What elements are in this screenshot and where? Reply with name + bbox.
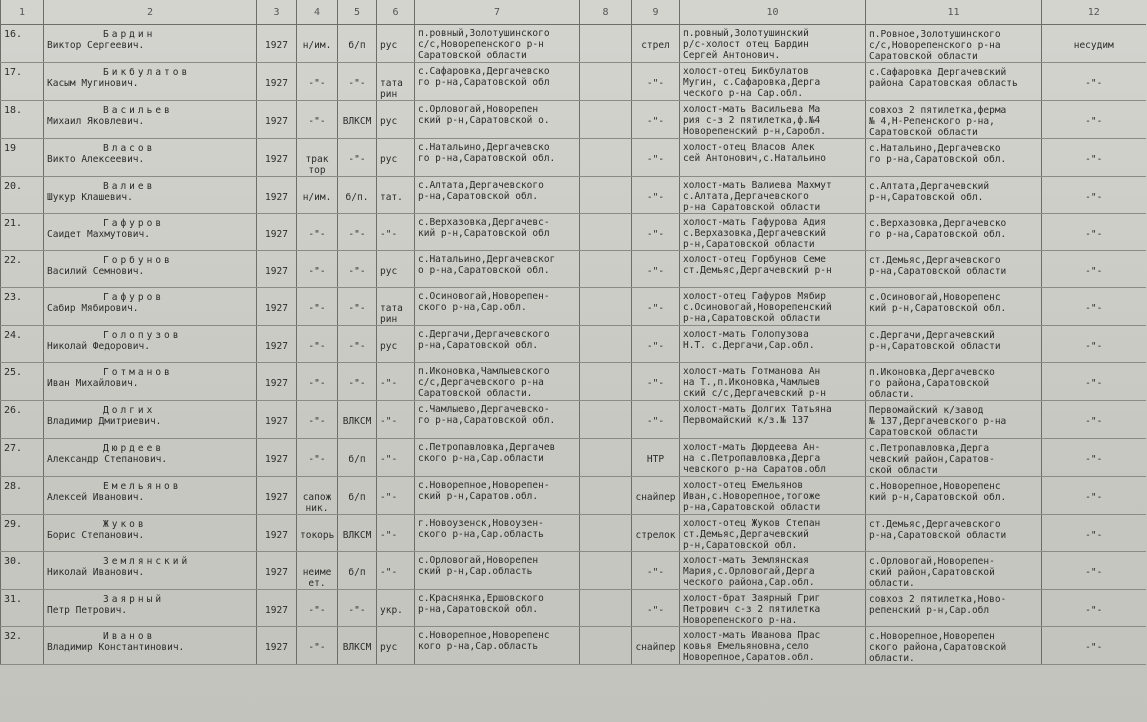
party-cell: б/п bbox=[338, 552, 377, 590]
birthplace-cell: п.Иконовка,Чамлыевского с/с,Дергачевского р-на Саратовской области. bbox=[415, 363, 580, 401]
column-8-cell bbox=[580, 288, 632, 326]
nationality-cell: -"- bbox=[377, 363, 415, 401]
column-8-cell bbox=[580, 101, 632, 139]
profession-cell: н/им. bbox=[297, 177, 338, 214]
birthplace-cell: с.Петропавловка,Дергачев ского р-на,Сар.области bbox=[415, 439, 580, 477]
surname: Иванов bbox=[103, 631, 156, 642]
surname: Заярный bbox=[103, 594, 165, 605]
birthplace-cell: с.Краснянка,Ершовского р-на,Саратовской обл. bbox=[415, 590, 580, 627]
profession-cell: трак тор bbox=[297, 139, 338, 177]
family-info-cell: холост-мать Долгих Татьяна Первомайский к/з.№ 137 bbox=[680, 401, 866, 439]
nationality-cell: -"- bbox=[377, 552, 415, 590]
full-name-cell bbox=[44, 439, 257, 477]
birthplace-cell: с.Новорепное,Новорепенс кого р-на,Сар.область bbox=[415, 627, 580, 665]
column-8-cell bbox=[580, 477, 632, 515]
row-number-cell: 32. bbox=[1, 627, 44, 665]
conviction-status-cell: -"- bbox=[1042, 401, 1146, 439]
birth-year-cell: 1927 bbox=[257, 326, 297, 363]
birth-year-cell: 1927 bbox=[257, 25, 297, 63]
given-name: Василий Семнович. bbox=[47, 266, 145, 277]
given-name: Николай Федорович. bbox=[47, 341, 150, 352]
birth-year-cell: 1927 bbox=[257, 214, 297, 251]
family-info-cell: холост-отец Гафуров Мябир с.Осиновогай,Новорепенский р-на,Саратовской области bbox=[680, 288, 866, 326]
specialty-cell: стрел bbox=[632, 25, 680, 63]
nationality-cell: рус bbox=[377, 139, 415, 177]
surname: Бардин bbox=[103, 29, 156, 40]
specialty-cell: -"- bbox=[632, 139, 680, 177]
conviction-status-cell: -"- bbox=[1042, 101, 1146, 139]
column-8-cell bbox=[580, 214, 632, 251]
row-number-cell: 24. bbox=[1, 326, 44, 363]
table-row bbox=[1, 627, 1146, 665]
table-row bbox=[1, 477, 1146, 515]
table-row bbox=[1, 251, 1146, 288]
given-name: Виктор Сергеевич. bbox=[47, 40, 145, 51]
row-number-cell: 22. bbox=[1, 251, 44, 288]
surname: Валиев bbox=[103, 181, 156, 192]
birthplace-cell: с.Орловогай,Новорепен ский р-н,Сар.область bbox=[415, 552, 580, 590]
given-name: Владимир Дмитриевич. bbox=[47, 416, 162, 427]
family-info-cell: холост-мать Голопузова Н.Т. с.Дергачи,Сар.обл. bbox=[680, 326, 866, 363]
nationality-cell: -"- bbox=[377, 477, 415, 515]
column-8-cell bbox=[580, 326, 632, 363]
specialty-cell: -"- bbox=[632, 101, 680, 139]
profession-cell: -"- bbox=[297, 101, 338, 139]
birthplace-cell: с.Натальино,Дергачевско го р-на,Саратовской обл. bbox=[415, 139, 580, 177]
surname: Долгих bbox=[103, 405, 156, 416]
column-header-8: 8 bbox=[580, 0, 632, 25]
row-number-cell: 28. bbox=[1, 477, 44, 515]
family-info-cell: холост-мать Валиева Махмут с.Алтата,Дергачевского р-на Саратовской области bbox=[680, 177, 866, 214]
column-header-11: 11 bbox=[866, 0, 1042, 25]
home-address-cell: совхоз 2 пятилетка,Ново- репенский р-н,Сар.обл bbox=[866, 590, 1042, 627]
column-header-4: 4 bbox=[297, 0, 338, 25]
home-address-cell: с.Орловогай,Новорепен- ский район,Саратовской области. bbox=[866, 552, 1042, 590]
nationality-cell: рус bbox=[377, 326, 415, 363]
party-cell: б/п. bbox=[338, 177, 377, 214]
table-row bbox=[1, 552, 1146, 590]
column-8-cell bbox=[580, 25, 632, 63]
nationality-cell: -"- bbox=[377, 214, 415, 251]
birth-year-cell: 1927 bbox=[257, 251, 297, 288]
row-number-cell: 16. bbox=[1, 25, 44, 63]
home-address-cell: с.Алтата,Дергачевский р-н,Саратовской обл. bbox=[866, 177, 1042, 214]
profession-cell: -"- bbox=[297, 401, 338, 439]
profession-cell: -"- bbox=[297, 214, 338, 251]
nationality-cell: рус bbox=[377, 101, 415, 139]
column-8-cell bbox=[580, 251, 632, 288]
given-name: Иван Михайлович. bbox=[47, 378, 139, 389]
given-name: Алексей Иванович. bbox=[47, 492, 145, 503]
home-address-cell: с.Новорепное,Новорепен ского района,Саратовской области. bbox=[866, 627, 1042, 665]
nationality-cell: тат. bbox=[377, 177, 415, 214]
column-8-cell bbox=[580, 590, 632, 627]
conviction-status-cell: -"- bbox=[1042, 288, 1146, 326]
full-name-cell bbox=[44, 477, 257, 515]
column-header-9: 9 bbox=[632, 0, 680, 25]
column-8-cell bbox=[580, 401, 632, 439]
given-name: Шукур Клашевич. bbox=[47, 192, 133, 203]
home-address-cell: ст.Демьяс,Дергачевского р-на,Саратовской области bbox=[866, 515, 1042, 552]
row-number-cell: 21. bbox=[1, 214, 44, 251]
home-address-cell: Первомайский к/завод № 137,Дергачевского р-на Саратовской области bbox=[866, 401, 1042, 439]
surname: Дюрдеев bbox=[103, 443, 165, 454]
table-row bbox=[1, 363, 1146, 401]
table-body bbox=[1, 25, 1146, 665]
conviction-status-cell: -"- bbox=[1042, 177, 1146, 214]
conviction-status-cell: -"- bbox=[1042, 515, 1146, 552]
full-name-cell bbox=[44, 101, 257, 139]
birth-year-cell: 1927 bbox=[257, 515, 297, 552]
family-info-cell: холост-отец Бикбулатов Мугин, с.Сафаровка,Дерга ческого р-на Сар.обл. bbox=[680, 63, 866, 101]
conviction-status-cell: -"- bbox=[1042, 251, 1146, 288]
given-name: Петр Петрович. bbox=[47, 605, 128, 616]
home-address-cell: с.Верхазовка,Дергачевско го р-на,Саратовской обл. bbox=[866, 214, 1042, 251]
nationality-cell: тата рин bbox=[377, 63, 415, 101]
table-row bbox=[1, 139, 1146, 177]
table-row bbox=[1, 439, 1146, 477]
home-address-cell: п.Ровное,Золотушинского с/с,Новорепенского р-на Саратовской области bbox=[866, 25, 1042, 63]
table-row bbox=[1, 288, 1146, 326]
home-address-cell: с.Новорепное,Новорепенс кий р-н,Саратовской обл. bbox=[866, 477, 1042, 515]
specialty-cell: стрелок bbox=[632, 515, 680, 552]
profession-cell: н/им. bbox=[297, 25, 338, 63]
conviction-status-cell: несудим bbox=[1042, 25, 1146, 63]
specialty-cell: -"- bbox=[632, 552, 680, 590]
birth-year-cell: 1927 bbox=[257, 401, 297, 439]
column-8-cell bbox=[580, 177, 632, 214]
column-8-cell bbox=[580, 515, 632, 552]
profession-cell: -"- bbox=[297, 363, 338, 401]
birthplace-cell: с.Новорепное,Новорепен- ский р-н,Саратов.обл. bbox=[415, 477, 580, 515]
specialty-cell: -"- bbox=[632, 251, 680, 288]
conviction-status-cell: -"- bbox=[1042, 477, 1146, 515]
full-name-cell bbox=[44, 139, 257, 177]
conviction-status-cell: -"- bbox=[1042, 590, 1146, 627]
conviction-status-cell: -"- bbox=[1042, 439, 1146, 477]
specialty-cell: НТР bbox=[632, 439, 680, 477]
party-cell: -"- bbox=[338, 590, 377, 627]
profession-cell: -"- bbox=[297, 326, 338, 363]
full-name-cell bbox=[44, 251, 257, 288]
nationality-cell: рус bbox=[377, 251, 415, 288]
table-row bbox=[1, 177, 1146, 214]
family-info-cell: холост-отец Горбунов Семе ст.Демьяс,Дергачевский р-н bbox=[680, 251, 866, 288]
conviction-status-cell: -"- bbox=[1042, 363, 1146, 401]
birthplace-cell: с.Орловогай,Новорепен ский р-н,Саратовской о. bbox=[415, 101, 580, 139]
party-cell: б/п bbox=[338, 439, 377, 477]
profession-cell: -"- bbox=[297, 439, 338, 477]
surname: Голопузов bbox=[103, 330, 182, 341]
full-name-cell bbox=[44, 177, 257, 214]
birth-year-cell: 1927 bbox=[257, 177, 297, 214]
column-header-2: 2 bbox=[44, 0, 257, 25]
table-row bbox=[1, 101, 1146, 139]
party-cell: -"- bbox=[338, 139, 377, 177]
party-cell: б/п bbox=[338, 25, 377, 63]
row-number-cell: 26. bbox=[1, 401, 44, 439]
conviction-status-cell: -"- bbox=[1042, 214, 1146, 251]
given-name: Александр Степанович. bbox=[47, 454, 168, 465]
party-cell: -"- bbox=[338, 214, 377, 251]
full-name-cell bbox=[44, 515, 257, 552]
table-row bbox=[1, 590, 1146, 627]
nationality-cell: рус bbox=[377, 25, 415, 63]
column-header-6: 6 bbox=[377, 0, 415, 25]
home-address-cell: с.Натальино,Дергачевско го р-на,Саратовской обл. bbox=[866, 139, 1042, 177]
conviction-status-cell: -"- bbox=[1042, 627, 1146, 665]
family-info-cell: холост-мать Васильева Ма рия с-з 2 пятилетка,ф.№4 Новорепенский р-н,Саробл. bbox=[680, 101, 866, 139]
home-address-cell: с.Осиновогай,Новорепенс кий р-н,Саратовской обл. bbox=[866, 288, 1042, 326]
row-number-cell: 23. bbox=[1, 288, 44, 326]
full-name-cell bbox=[44, 363, 257, 401]
specialty-cell: -"- bbox=[632, 590, 680, 627]
full-name-cell bbox=[44, 590, 257, 627]
surname: Готманов bbox=[103, 367, 173, 378]
party-cell: -"- bbox=[338, 326, 377, 363]
column-8-cell bbox=[580, 552, 632, 590]
column-header-1: 1 bbox=[1, 0, 44, 25]
specialty-cell: -"- bbox=[632, 177, 680, 214]
table-row bbox=[1, 214, 1146, 251]
birth-year-cell: 1927 bbox=[257, 101, 297, 139]
birthplace-cell: с.Верхазовка,Дергачевс- кий р-н,Саратовской обл bbox=[415, 214, 580, 251]
given-name: Сабир Мябирович. bbox=[47, 303, 139, 314]
profession-cell: -"- bbox=[297, 288, 338, 326]
given-name: Саидет Махмутович. bbox=[47, 229, 150, 240]
profession-cell: -"- bbox=[297, 590, 338, 627]
home-address-cell: совхоз 2 пятилетка,ферма № 4,Н-Репенского р-на, Саратовской области bbox=[866, 101, 1042, 139]
conviction-status-cell: -"- bbox=[1042, 63, 1146, 101]
column-8-cell bbox=[580, 439, 632, 477]
nationality-cell: укр. bbox=[377, 590, 415, 627]
row-number-cell: 19 bbox=[1, 139, 44, 177]
header-row bbox=[1, 0, 1146, 25]
birth-year-cell: 1927 bbox=[257, 477, 297, 515]
birthplace-cell: с.Осиновогай,Новорепен- ского р-на,Сар.обл. bbox=[415, 288, 580, 326]
profession-cell: -"- bbox=[297, 627, 338, 665]
birth-year-cell: 1927 bbox=[257, 552, 297, 590]
nationality-cell: тата рин bbox=[377, 288, 415, 326]
surname: Гафуров bbox=[103, 218, 165, 229]
specialty-cell: -"- bbox=[632, 363, 680, 401]
row-number-cell: 18. bbox=[1, 101, 44, 139]
specialty-cell: -"- bbox=[632, 326, 680, 363]
home-address-cell: п.Иконовка,Дергачевско го района,Саратовской области. bbox=[866, 363, 1042, 401]
home-address-cell: ст.Демьяс,Дергачевского р-на,Саратовской области bbox=[866, 251, 1042, 288]
profession-cell: -"- bbox=[297, 63, 338, 101]
nationality-cell: -"- bbox=[377, 401, 415, 439]
family-info-cell: холост-отец Емельянов Иван,с.Новорепное,тогоже р-на,Саратовской области bbox=[680, 477, 866, 515]
full-name-cell bbox=[44, 326, 257, 363]
specialty-cell: -"- bbox=[632, 63, 680, 101]
surname: Жуков bbox=[103, 519, 147, 530]
birth-year-cell: 1927 bbox=[257, 139, 297, 177]
home-address-cell: с.Сафаровка Дергачевский района Саратовская область bbox=[866, 63, 1042, 101]
full-name-cell bbox=[44, 214, 257, 251]
nationality-cell: -"- bbox=[377, 439, 415, 477]
column-8-cell bbox=[580, 363, 632, 401]
column-header-3: 3 bbox=[257, 0, 297, 25]
birthplace-cell: г.Новоузенск,Новоузен- ского р-на,Сар.область bbox=[415, 515, 580, 552]
given-name: Николай Иванович. bbox=[47, 567, 145, 578]
specialty-cell: снайпер bbox=[632, 627, 680, 665]
birth-year-cell: 1927 bbox=[257, 363, 297, 401]
family-info-cell: холост-мать Дюрдеева Ан- на с.Петропавловка,Дерга чевского р-на Саратов.обл bbox=[680, 439, 866, 477]
party-cell: ВЛКСМ bbox=[338, 401, 377, 439]
birth-year-cell: 1927 bbox=[257, 590, 297, 627]
family-info-cell: холост-мать Гафурова Адия с.Верхазовка,Дергачевский р-н,Саратовской области bbox=[680, 214, 866, 251]
specialty-cell: -"- bbox=[632, 401, 680, 439]
party-cell: ВЛКСМ bbox=[338, 627, 377, 665]
birthplace-cell: п.ровный,Золотушинского с/с,Новорепенского р-н Саратовской области bbox=[415, 25, 580, 63]
conviction-status-cell: -"- bbox=[1042, 326, 1146, 363]
full-name-cell bbox=[44, 552, 257, 590]
given-name: Владимир Константинович. bbox=[47, 642, 185, 653]
conviction-status-cell: -"- bbox=[1042, 552, 1146, 590]
birth-year-cell: 1927 bbox=[257, 288, 297, 326]
surname: Гафуров bbox=[103, 292, 165, 303]
surname: Емельянов bbox=[103, 481, 182, 492]
specialty-cell: -"- bbox=[632, 214, 680, 251]
family-info-cell: холост-мать Готманова Ан на Т.,п.Иконовка,Чамлыев ский с/с,Дергачевский р-н bbox=[680, 363, 866, 401]
birth-year-cell: 1927 bbox=[257, 627, 297, 665]
row-number-cell: 31. bbox=[1, 590, 44, 627]
birthplace-cell: с.Чамлыево,Дергачевско- го р-на,Саратовской обл. bbox=[415, 401, 580, 439]
party-cell: -"- bbox=[338, 288, 377, 326]
family-info-cell: холост-отец Власов Алек сей Антонович,с.Натальино bbox=[680, 139, 866, 177]
row-number-cell: 17. bbox=[1, 63, 44, 101]
column-header-7: 7 bbox=[415, 0, 580, 25]
nationality-cell: рус bbox=[377, 627, 415, 665]
full-name-cell bbox=[44, 63, 257, 101]
full-name-cell bbox=[44, 401, 257, 439]
row-number-cell: 29. bbox=[1, 515, 44, 552]
home-address-cell: с.Дергачи,Дергачевский р-н,Саратовской области bbox=[866, 326, 1042, 363]
profession-cell: токорь bbox=[297, 515, 338, 552]
birthplace-cell: с.Дергачи,Дергачевского р-на,Саратовской обл. bbox=[415, 326, 580, 363]
birthplace-cell: с.Алтата,Дергачевского р-на,Саратовской обл. bbox=[415, 177, 580, 214]
surname: Власов bbox=[103, 143, 156, 154]
family-info-cell: холост-брат Заярный Григ Петрович с-з 2 пятилетка Новорепенского р-на. bbox=[680, 590, 866, 627]
row-number-cell: 25. bbox=[1, 363, 44, 401]
family-info-cell: холост-мать Иванова Прас ковья Емельяновна,село Новорепное,Саратов.обл. bbox=[680, 627, 866, 665]
column-8-cell bbox=[580, 627, 632, 665]
surname: Бикбулатов bbox=[103, 67, 191, 78]
table-row bbox=[1, 515, 1146, 552]
family-info-cell: холост-отец Жуков Степан ст.Демьяс,Дергачевский р-н,Саратовской обл. bbox=[680, 515, 866, 552]
column-8-cell bbox=[580, 139, 632, 177]
table-row bbox=[1, 25, 1146, 63]
nationality-cell: -"- bbox=[377, 515, 415, 552]
table-row bbox=[1, 326, 1146, 363]
column-8-cell bbox=[580, 63, 632, 101]
birthplace-cell: с.Натальино,Дергачевског о р-на,Саратовской обл. bbox=[415, 251, 580, 288]
party-cell: -"- bbox=[338, 363, 377, 401]
party-cell: ВЛКСМ bbox=[338, 515, 377, 552]
column-header-12: 12 bbox=[1042, 0, 1146, 25]
specialty-cell: -"- bbox=[632, 288, 680, 326]
column-header-5: 5 bbox=[338, 0, 377, 25]
party-cell: ВЛКСМ bbox=[338, 101, 377, 139]
table-row bbox=[1, 63, 1146, 101]
conviction-status-cell: -"- bbox=[1042, 139, 1146, 177]
home-address-cell: с.Петропавловка,Дерга чевский район,Саратов- ской области bbox=[866, 439, 1042, 477]
surname: Землянский bbox=[103, 556, 191, 567]
row-number-cell: 30. bbox=[1, 552, 44, 590]
full-name-cell bbox=[44, 25, 257, 63]
profession-cell: неиме ет. bbox=[297, 552, 338, 590]
surname: Васильев bbox=[103, 105, 173, 116]
row-number-cell: 27. bbox=[1, 439, 44, 477]
given-name: Михаил Яковлевич. bbox=[47, 116, 145, 127]
profession-cell: -"- bbox=[297, 251, 338, 288]
full-name-cell bbox=[44, 288, 257, 326]
column-header-10: 10 bbox=[680, 0, 866, 25]
family-info-cell: п.ровный,Золотушинский р/с-холост отец Бардин Сергей Антонович. bbox=[680, 25, 866, 63]
table-row bbox=[1, 401, 1146, 439]
birthplace-cell: с.Сафаровка,Дергачевско го р-на,Саратовской обл bbox=[415, 63, 580, 101]
birth-year-cell: 1927 bbox=[257, 63, 297, 101]
birth-year-cell: 1927 bbox=[257, 439, 297, 477]
specialty-cell: снайпер bbox=[632, 477, 680, 515]
family-info-cell: холост-мать Землянская Мария,с.Орловогай,Дерга ческого района,Сар.обл. bbox=[680, 552, 866, 590]
party-cell: -"- bbox=[338, 63, 377, 101]
given-name: Викто Алексеевич. bbox=[47, 154, 145, 165]
given-name: Борис Степанович. bbox=[47, 530, 145, 541]
party-cell: б/п bbox=[338, 477, 377, 515]
profession-cell: сапож ник. bbox=[297, 477, 338, 515]
party-cell: -"- bbox=[338, 251, 377, 288]
given-name: Касым Мугинович. bbox=[47, 78, 139, 89]
full-name-cell bbox=[44, 627, 257, 665]
row-number-cell: 20. bbox=[1, 177, 44, 214]
surname: Горбунов bbox=[103, 255, 173, 266]
